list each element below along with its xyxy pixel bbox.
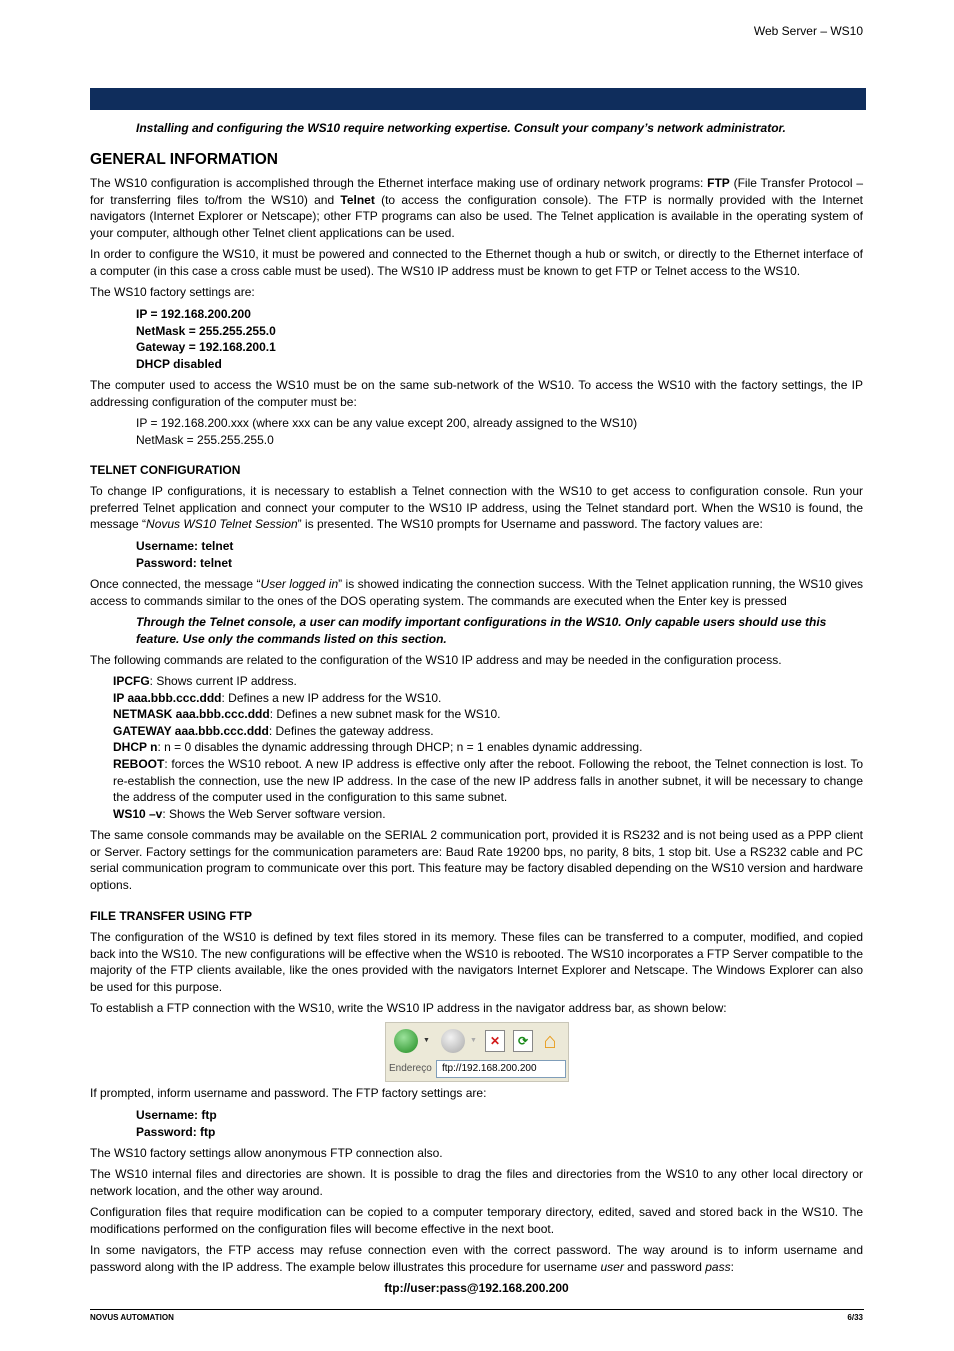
telnet-credentials	[136, 538, 233, 571]
footer-rule	[90, 1309, 864, 1310]
ftp-paragraph-4: The WS10 factory settings allow anonymous FTP connection also.	[90, 1146, 443, 1160]
command-version: WS10 –v: Shows the Web Server software version.	[113, 806, 386, 821]
forward-dropdown-icon[interactable]: ▼	[470, 1037, 477, 1044]
expertise-note: Installing and configuring the WS10 require networking expertise. Consult your company’s network administrator.	[136, 121, 786, 135]
telnet-password: Password: telnet	[136, 555, 233, 570]
general-paragraph-4: The computer used to access the WS10 must be on the same sub-network of the WS10. To access the WS10 with the factory settings, the IP addressing configuration of the computer must be:	[90, 378, 863, 409]
back-dropdown-icon[interactable]: ▼	[423, 1037, 430, 1044]
computer-ip: IP = 192.168.200.xxx (where xxx can be any value except 200, already assigned to the WS10)	[136, 416, 638, 430]
heading-file-transfer-ftp: FILE TRANSFER USING FTP	[90, 909, 252, 923]
computer-netmask: NetMask = 255.255.255.0	[136, 432, 274, 447]
command-netmask: NETMASK aaa.bbb.ccc.ddd: Defines a new subnet mask for the WS10.	[113, 707, 501, 722]
factory-dhcp: DHCP disabled	[136, 356, 222, 371]
command-gateway: GATEWAY aaa.bbb.ccc.ddd: Defines the gateway address.	[113, 723, 434, 738]
ftp-paragraph-5: The WS10 internal files and directories are shown. It is possible to drag the files and directories from the WS10 to any other local directory or network location, and the other way around.	[90, 1167, 863, 1198]
ftp-password: Password: ftp	[136, 1124, 216, 1139]
section-title-bar	[90, 88, 866, 110]
factory-netmask: NetMask = 255.255.255.0	[136, 323, 276, 338]
factory-gateway: Gateway = 192.168.200.1	[136, 340, 276, 354]
telnet-paragraph-1: To change IP configurations, it is necessary to establish a Telnet connection with the WS10 to get access to configuration console. Run your preferred Telnet application and connect your computer to the WS10 IP address, using the Telnet standard port. When the WS10 is found, the message “Novus WS10 Telnet Session” is presented. The WS10 prompts for Username and password. The factory values are:	[90, 484, 863, 532]
address-bar-input[interactable]: ftp://192.168.200.200	[436, 1060, 566, 1078]
refresh-icon[interactable]: ⟳	[513, 1030, 533, 1052]
ftp-url-example: ftp://user:pass@192.168.200.200	[384, 1281, 569, 1295]
telnet-paragraph-4: The same console commands may be available on the SERIAL 2 communication port, provided it is RS232 and is not being used as a PPP client or Server. Factory settings for the communication parameters are: Baud Rate 19200 bps, no parity, 8 bits, 1 stop bit. Use a RS232 cable and PC serial communication program to communicate over this port. This feature may be factory disabled depending on the WS10 version and hardware options.	[90, 828, 863, 892]
running-header-title: Web Server – WS10	[753, 24, 863, 38]
ftp-paragraph-1: The configuration of the WS10 is defined by text files stored in its memory. These files can be transferred to a computer, modified, and copied back into the WS10. The new configurations will be effective when the WS10 is rebooted. The WS10 incorporates a FTP Server compatible to the majority of the FTP clients available, like the ones provided with the navigators Internet Explorer and Netscape. The Windows Explorer can also be used for this purpose.	[90, 930, 863, 994]
home-icon[interactable]: ⌂	[543, 1028, 557, 1053]
footer-page-number: 6/33	[847, 1313, 863, 1322]
factory-settings-list	[136, 306, 276, 372]
telnet-command-list	[113, 673, 863, 822]
command-dhcp: DHCP n: n = 0 disables the dynamic addressing through DHCP; n = 1 enables dynamic addressing.	[113, 740, 643, 755]
ftp-paragraph-2: To establish a FTP connection with the WS10, write the WS10 IP address in the navigator address bar, as shown below:	[90, 1001, 727, 1015]
telnet-paragraph-2: Once connected, the message “User logged in” is showed indicating the connection success. With the Telnet application running, the WS10 gives access to commands similar to the ones of the DOS operating system. The commands are executed when the Enter key is pressed	[90, 577, 863, 608]
ftp-paragraph-3: If prompted, inform username and password. The FTP factory settings are:	[90, 1086, 487, 1100]
heading-telnet-configuration: TELNET CONFIGURATION	[90, 463, 241, 477]
back-arrow-icon[interactable]	[394, 1029, 418, 1053]
command-ip: IP aaa.bbb.ccc.ddd: Defines a new IP address for the WS10.	[113, 690, 442, 705]
ftp-credentials	[136, 1107, 217, 1140]
command-ipcfg: IPCFG: Shows current IP address.	[113, 674, 297, 688]
computer-ip-settings	[136, 415, 637, 448]
footer-company: NOVUS AUTOMATION	[90, 1313, 174, 1322]
heading-general-information: GENERAL INFORMATION	[90, 151, 279, 168]
general-paragraph-2: In order to configure the WS10, it must be powered and connected to the Ethernet though a hub or switch, or directly to the Ethernet interface of a computer (in this case a cross cable must be used). The WS10 IP address must be known to get FTP or Telnet access to the WS10.	[90, 247, 863, 278]
address-label: Endereço	[389, 1063, 432, 1074]
command-reboot: REBOOT: forces the WS10 reboot. A new IP address is effective only after the reboot. Following the reboot, the Telnet connection is lost. To re-establish the connection, use the new IP address. In the case of the new IP address falls in another subnet, it will be necessary to change the address of the computer used in the configuration to this same subnet.	[113, 756, 863, 805]
general-paragraph-3: The WS10 factory settings are:	[90, 285, 255, 299]
browser-toolbar-screenshot	[385, 1022, 569, 1082]
telnet-warning: Through the Telnet console, a user can modify important configurations in the WS10. Only capable users should use this feature. Use only the commands listed on this section.	[136, 615, 827, 646]
stop-icon[interactable]: ✕	[485, 1030, 505, 1052]
factory-ip: IP = 192.168.200.200	[136, 307, 251, 321]
telnet-paragraph-3: The following commands are related to the configuration of the WS10 IP address and may be needed in the configuration process.	[90, 653, 782, 667]
telnet-username: Username: telnet	[136, 539, 234, 553]
ftp-username: Username: ftp	[136, 1108, 217, 1122]
general-paragraph-1: The WS10 configuration is accomplished through the Ethernet interface making use of ordinary network programs: FTP (File Transfer Protocol – for transferring files to/from the WS10) and Telnet (to access the configuration console). The FTP is normally provided with the Internet navigators (Internet Explorer or Netscape); other FTP programs can also be used. The Telnet application is available in the operating system of your computer, although other Telnet client applications can be used.	[90, 176, 864, 240]
forward-arrow-icon[interactable]	[441, 1029, 465, 1053]
ftp-paragraph-7: In some navigators, the FTP access may refuse connection even with the correct password. The way around is to inform username and password along with the IP address. The example below illustrates this procedure for username user and password pass:	[90, 1243, 863, 1274]
ftp-paragraph-6: Configuration files that require modification can be copied to a computer temporary directory, edited, saved and stored back in the WS10. The modifications performed on the configuration files will become effective in the next boot.	[90, 1205, 863, 1236]
